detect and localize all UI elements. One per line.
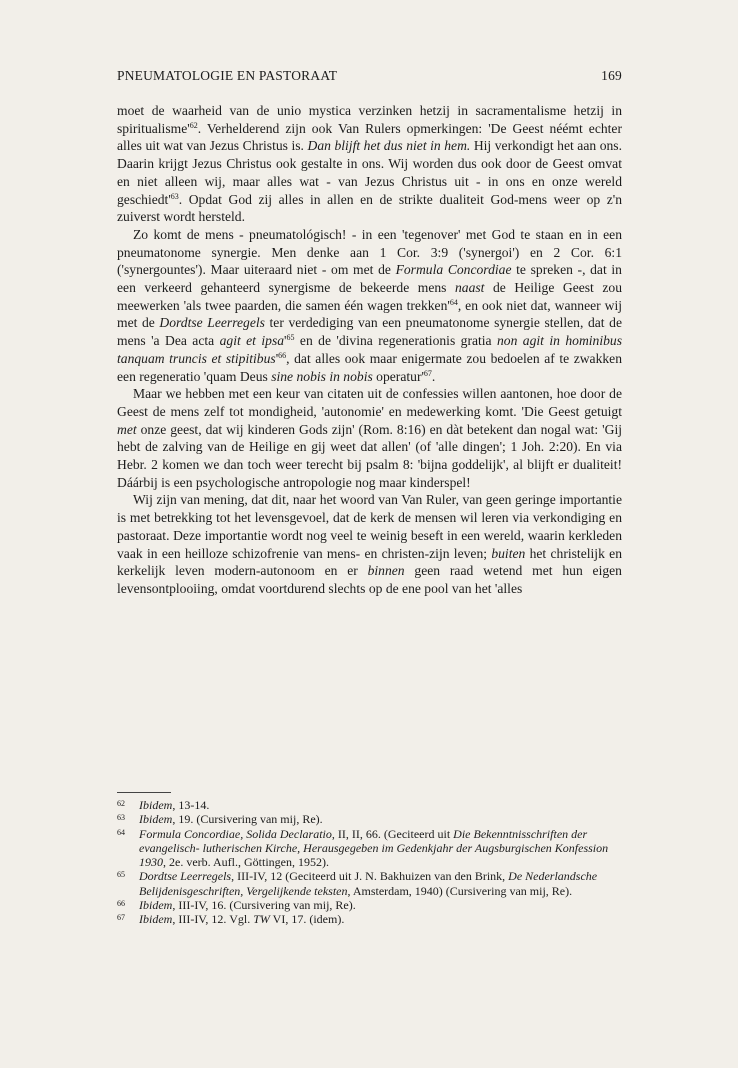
text-run: , III-IV, 16. (Cursivering van mij, Re). xyxy=(172,898,356,913)
text-run: ' xyxy=(275,350,279,366)
italic-text: buiten xyxy=(491,545,526,561)
footnote xyxy=(117,827,622,870)
text-run: , 2e. verb. Aufl., Göttingen, 1952). xyxy=(163,855,329,870)
italic-text: Ibidem xyxy=(139,798,173,812)
italic-text: Dordtse Leerregels xyxy=(139,869,232,884)
footnote xyxy=(117,898,622,912)
text-run: het christelijk en kerkelijk leven modern-autonoom en er xyxy=(117,545,622,579)
italic-text: Formula Concordiae xyxy=(395,262,512,278)
italic-text: agit et ipsa xyxy=(219,333,285,349)
footnote-reference: 67 xyxy=(423,368,432,378)
text-run: geen raad wetend met hun eigen levensontplooiing, omdat voortdurend slechts op de ene pool van het 'alles xyxy=(117,563,622,596)
footnote-reference: 63 xyxy=(170,191,179,201)
footnote-text xyxy=(137,812,622,826)
footnote xyxy=(117,912,622,926)
running-title: PNEUMATOLOGIE EN PASTORAAT xyxy=(117,68,338,83)
footnote-text xyxy=(137,869,622,898)
italic-text: Ibidem xyxy=(139,812,173,827)
paragraph xyxy=(117,102,622,226)
footnote-number: 63 xyxy=(117,813,125,823)
running-head xyxy=(117,68,622,84)
italic-text: sine nobis in nobis xyxy=(271,368,373,384)
footnote-reference: 66 xyxy=(278,350,287,360)
text-run: ter verdediging van een pneumatonome synergie stellen, dat de mens 'a Dea acta xyxy=(117,315,622,349)
text-run: . Opdat God zij alles in allen en de strikte dualiteit God-mens weer op z'n zuiverst wordt hersteld. xyxy=(117,191,622,225)
italic-text: Ibidem xyxy=(139,912,173,927)
text-run: Hij verkondigt het aan ons. Daarin krijgt Jezus Christus ook gestalte in ons. Wij worden dus ook door de Geest omvat en niet alleen wij, maar alles wat - van Jezus Christus uit - in ons en onze wereld geschiedt' xyxy=(117,138,622,207)
text-run: Zo komt de mens - pneumatológisch! - in een 'tegenover' met God te staan en in een pneumatonome synergie. Men denke aan 1 Cor. 3:9 ('synergoi') en 2 Cor. 6:1 ('synergountes'). Maar uiteraard niet - om met de xyxy=(117,226,622,278)
text-run: , 19. (Cursivering van mij, Re). xyxy=(172,812,323,827)
italic-text: Die Bekenntnisschriften der evangelisch- lutherischen Kirche, Herausgegeben im Gedenkjahr der Augsburgischen Konfession 1930 xyxy=(139,826,609,870)
text-run: de Heilige Geest zou meewerken 'als twee paarden, die samen één wagen trekken' xyxy=(117,280,622,313)
italic-text: Formula Concordiae, Solida Declaratio xyxy=(139,826,332,841)
footnote-text xyxy=(137,898,622,912)
paragraph xyxy=(117,385,622,491)
text-run: , 13-14. xyxy=(172,798,210,812)
text-run: , Amsterdam, 1940) (Cursivering van mij, Re). xyxy=(347,883,573,898)
footnote xyxy=(117,869,622,898)
text-run: ' xyxy=(284,333,287,349)
text-run: . Verhelderend zijn ook Van Rulers opmerkingen: 'De Geest néémt echter alles uit wat van Jezus Christus is. xyxy=(117,120,622,154)
footnotes xyxy=(117,798,622,927)
text-run: , II, II, 66. (Geciteerd uit xyxy=(331,826,454,841)
footnote-number: 62 xyxy=(117,799,125,808)
text-run: , III-IV, 12. Vgl. xyxy=(172,912,254,927)
footnote-number: 65 xyxy=(117,870,125,880)
footnote-text xyxy=(137,912,622,926)
footnote-reference: 62 xyxy=(189,120,198,130)
page-number: 169 xyxy=(601,68,622,83)
text-run: moet de waarheid van de unio mystica verzinken hetzij in sacramentalisme hetzij in spiritualisme' xyxy=(117,103,622,136)
body-text xyxy=(117,102,622,598)
italic-text: met xyxy=(117,421,137,437)
footnote-reference: 65 xyxy=(286,333,295,343)
italic-text: non agit in hominibus tanquam truncis et stipitibus xyxy=(117,333,622,366)
paragraph xyxy=(117,226,622,385)
footnote-reference: 64 xyxy=(449,297,458,307)
text-run: , dat alles ook maar enigermate zou bedoelen af te zwakken een regeneratio 'quam Deus xyxy=(117,350,623,384)
italic-text: Dordtse Leerregels xyxy=(159,315,265,331)
text-run: , III-IV, 12 (Geciteerd uit J. N. Bakhuizen van den Brink, xyxy=(231,869,509,884)
paragraph xyxy=(117,491,622,597)
text-run: , en ook niet dat, wanneer wij met de xyxy=(117,297,622,331)
footnote xyxy=(117,798,622,812)
footnote-number: 64 xyxy=(117,827,125,837)
text-run: Wij zijn van mening, dat dit, naar het woord van Van Ruler, van geen geringe importantie is met betrekking tot het levensgevoel, dat de kerk de mensen wil leren via verkondiging en pastoraat. Deze importantie wordt nog veel te weinig beseft in een wereld, waarin kerkleden vaak in een heilloze schizofrenie van mens- en christen-zijn leven; xyxy=(117,492,622,561)
text-run: . xyxy=(431,368,436,384)
italic-text: binnen xyxy=(367,563,405,579)
italic-text: Dan blijft het dus niet in hem. xyxy=(307,138,471,154)
italic-text: naast xyxy=(454,280,485,296)
text-run: operatur' xyxy=(372,368,424,384)
footnote-number: 67 xyxy=(117,913,125,923)
footnote-text xyxy=(137,798,622,812)
text-run: en de 'divina regenerationis gratia xyxy=(294,333,497,349)
text-run: VI, 17. (idem). xyxy=(269,912,345,927)
footnote-number: 66 xyxy=(117,899,125,909)
italic-text: TW xyxy=(253,912,270,927)
footnote-divider xyxy=(117,792,171,793)
text-run: te spreken -, dat in een verkeerd gehanteerd synergisme de bekeerde mens xyxy=(117,262,622,296)
footnote xyxy=(117,812,622,826)
text-run: onze geest, dat wij kinderen Gods zijn' (Rom. 8:16) en dàt betekent dan nogal wat: 'Gij hebt de zalving van de Heilige en gij weet dat allen' (of 'alle dingen'; 1 Joh. 2:20). En via Hebr. 2 komen we dan toch weer terecht bij psalm 8: 'bijna goddelijk', al blijft er dualiteit! Dáárbij is een psychologische antropologie nog maar kinderspel! xyxy=(117,421,622,490)
text-run: Maar we hebben met een keur van citaten uit de confessies willen aantonen, hoe door de Geest de mens zelf tot mondigheid, 'autonomie' en medewerking komt. 'Die Geest getuigt xyxy=(117,386,622,419)
footnote-text xyxy=(137,827,622,870)
italic-text: Ibidem xyxy=(139,898,173,913)
italic-text: De Nederlandsche Belijdenisgeschriften, Vergelijkende teksten xyxy=(139,869,598,898)
